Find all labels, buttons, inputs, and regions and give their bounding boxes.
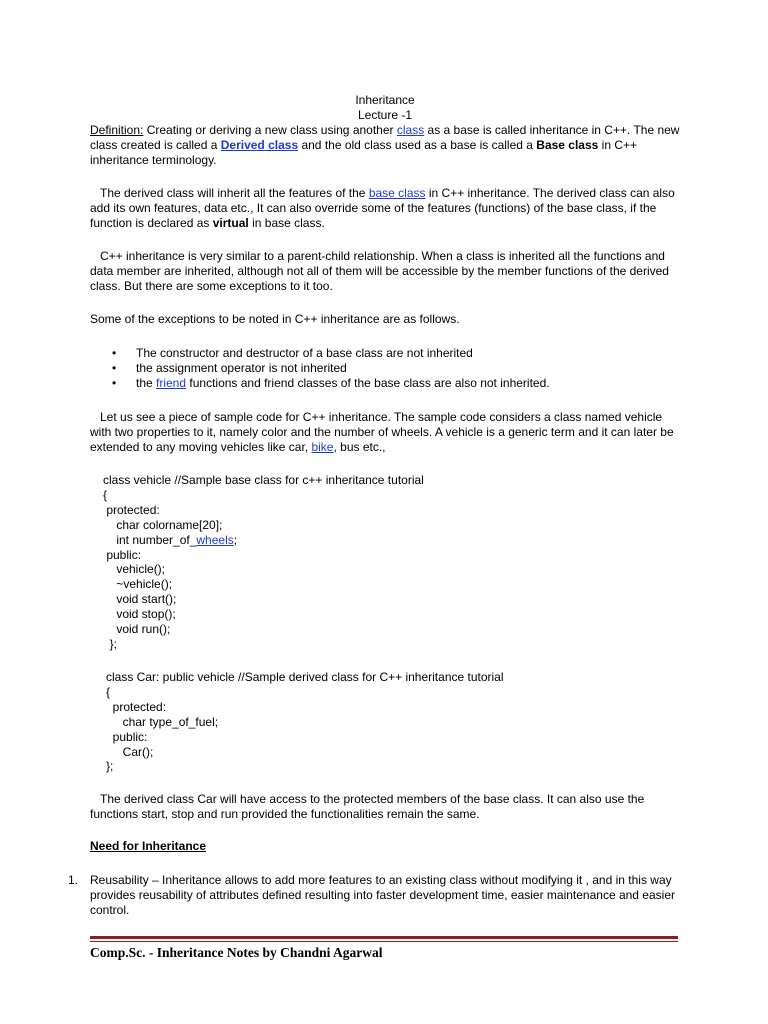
friend-link[interactable]: friend xyxy=(156,376,187,390)
base-class-link[interactable]: base class xyxy=(368,186,426,200)
paragraph-parent-child: C++ inheritance is very similar to a parent-child relationship. When a class is inherited all the functions and data member are inherited, although not all of them will be accessible by the member functions of the derived class. But there are some exceptions to it too. xyxy=(90,249,669,293)
base-class-term: Base class xyxy=(536,138,599,152)
code-block-car: class Car: public vehicle //Sample derived class for C++ inheritance tutorial { protected: char type_of_fuel; public: Car(); }; xyxy=(106,670,504,774)
item-number: 1. xyxy=(68,873,79,887)
code-block-vehicle: class vehicle //Sample base class for c++ inheritance tutorial { protected: char colorname[20]; int number_of_wheels; public: vehicle(); ~vehicle(); void start(); void stop(); void run(); }; xyxy=(103,473,424,651)
list-item: • the assignment operator is not inherited xyxy=(112,361,550,376)
lecture-number: Lecture -1 xyxy=(357,108,413,122)
list-item: • The constructor and destructor of a base class are not inherited xyxy=(112,346,550,361)
exceptions-list xyxy=(112,346,550,391)
footer-rule-thin xyxy=(90,941,678,942)
bike-link[interactable]: bike xyxy=(311,440,334,454)
doc-title: Inheritance Lecture -1 xyxy=(355,93,415,122)
wheels-link[interactable]: wheels xyxy=(196,532,234,547)
section-heading-need: Need for Inheritance xyxy=(90,839,207,853)
list-item: • the friend functions and friend classes of the base class are also not inherited. xyxy=(112,376,550,391)
paragraph-sample-code-intro: Let us see a piece of sample code for C++ inheritance. The sample code considers a class named vehicle with two properties to it, namely color and the number of wheels. A vehicle is a generic term and it can later be extended to any moving vehicles like car, bike, bus etc., xyxy=(90,410,674,454)
class-link[interactable]: class xyxy=(396,123,425,137)
definition-paragraph: Definition: Creating or deriving a new class using another class as a base is called inheritance in C++. The new class created is called a Derived class and the old class used as a base is called a Base class in C++ inheritance terminology. xyxy=(90,123,680,167)
footer-rule-thick xyxy=(90,936,678,939)
paragraph-derived-features: The derived class will inherit all the features of the base class in C++ inheritance. The derived class can also add its own features, data etc., It can also override some of the features (functions) of the base class, if the function is declared as virtual in base class. xyxy=(90,186,675,230)
paragraph-derived-access: The derived class Car will have access to the protected members of the base class. It can also use the functions start, stop and run provided the functionalities remain the same. xyxy=(90,792,645,821)
derived-class-link[interactable]: Derived class xyxy=(220,138,299,152)
reusability-paragraph: Reusability – Inheritance allows to add more features to an existing class without modifying it , and in this way provides reusability of attributes defined resulting into faster development time, easier maintenance and easier control. xyxy=(90,873,675,917)
paragraph-exceptions-intro: Some of the exceptions to be noted in C++ inheritance are as follows. xyxy=(90,312,460,326)
definition-label: Definition: xyxy=(90,123,144,137)
footer-text: Comp.Sc. - Inheritance Notes by Chandni Agarwal xyxy=(90,945,383,960)
virtual-keyword: virtual xyxy=(212,216,249,230)
